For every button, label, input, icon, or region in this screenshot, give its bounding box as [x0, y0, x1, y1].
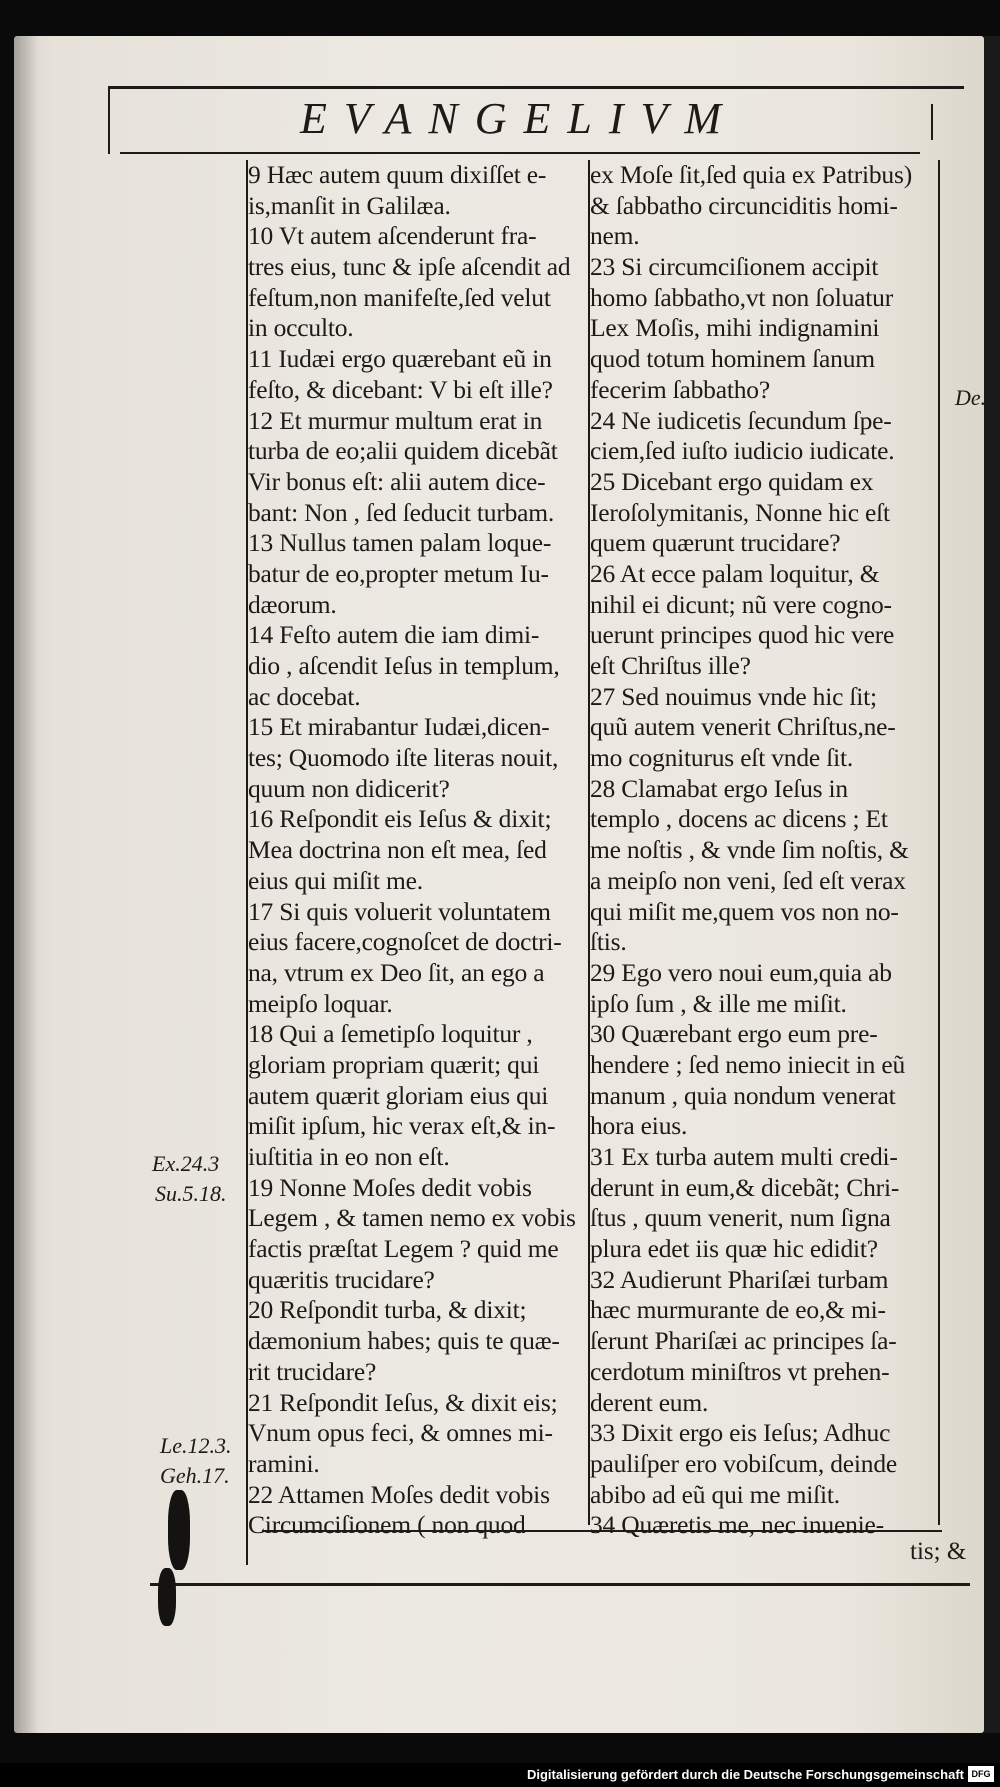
- header-top-rule: [108, 86, 964, 89]
- right-column-line: templo , docens ac dicens ; Et: [590, 804, 888, 834]
- dfg-logo: DFG: [968, 1766, 994, 1782]
- right-column-line: me noſtis , & vnde ſim noſtis, &: [590, 835, 909, 865]
- right-column-line: ex Moſe ſit,ſed quia ex Patribus): [590, 160, 912, 189]
- left-column-line: 15 Et mirabantur Iudæi,dicen-: [248, 712, 550, 742]
- right-column-line: ſtus , quum venerit, num ſigna: [590, 1203, 891, 1233]
- digitization-credit: Digitalisierung gefördert durch die Deutsche Forschungsgemeinschaft: [526, 1767, 964, 1782]
- left-column-line: tes; Quomodo iſte literas nouit,: [248, 743, 559, 773]
- right-column-line: qui miſit me,quem vos non no-: [590, 896, 899, 926]
- left-column-line: 21 Reſpondit Ieſus, & dixit eis;: [248, 1387, 558, 1417]
- left-column-line: in occulto.: [248, 313, 354, 343]
- margin-note-citation: Su.5.18.: [155, 1181, 227, 1206]
- right-column-line: 34 Quæretis me, nec inuenie-: [590, 1510, 884, 1540]
- right-column-line: ipſo ſum , & ille me miſit.: [590, 988, 847, 1018]
- left-column-line: Vnum opus feci, & omnes mi-: [248, 1418, 553, 1448]
- running-header-title: EVANGELIVM: [300, 94, 739, 143]
- left-column-line: feſtum,non manifeſte,ſed velut: [248, 282, 551, 312]
- left-column-line: quæritis trucidare?: [248, 1264, 435, 1294]
- margin-note-citation: Ex.24.3: [152, 1151, 220, 1176]
- header-left-rule: [108, 88, 110, 154]
- right-column-line: uerunt principes quod hic vere: [590, 620, 895, 650]
- page-bottom-rule: [150, 1583, 970, 1586]
- left-column-line: 19 Nonne Moſes dedit vobis: [248, 1172, 532, 1202]
- left-column-line: Mea doctrina non eſt mea, ſed: [248, 835, 547, 865]
- left-column-line: 18 Qui a ſemetipſo loquitur ,: [248, 1019, 533, 1049]
- left-column-line: 12 Et murmur multum erat in: [248, 405, 543, 435]
- left-column-line: iuſtitia in eo non eſt.: [248, 1142, 450, 1171]
- right-column-line: 30 Quærebant ergo eum pre-: [590, 1019, 878, 1049]
- left-column-line: factis præſtat Legem ? quid me: [248, 1234, 559, 1264]
- left-column-line: 11 Iudæi ergo quærebant eũ in: [248, 344, 552, 374]
- left-column-line: eius facere,cognoſcet de doctri-: [248, 927, 562, 957]
- right-column-line: 26 At ecce palam loquitur, &: [590, 558, 880, 588]
- left-column-line: batur de eo,propter metum Iu-: [248, 558, 549, 588]
- margin-note-right: De.: [955, 385, 987, 410]
- left-column-line: 14 Feſto autem die iam dimi-: [248, 620, 540, 650]
- right-column-line: ſtis.: [590, 927, 627, 957]
- left-column-line: 17 Si quis voluerit voluntatem: [248, 896, 551, 926]
- right-column-line: quod totum hominem ſanum: [590, 344, 875, 374]
- left-column-line: 13 Nullus tamen palam loque-: [248, 528, 552, 558]
- right-column-line: 29 Ego vero noui eum,quia ab: [590, 957, 892, 987]
- left-column-line: dio , aſcendit Ieſus in templum,: [248, 651, 560, 680]
- next-page-edge: [984, 36, 1000, 1733]
- right-column-line: 27 Sed nouimus vnde hic ſit;: [590, 681, 877, 711]
- left-column-line: quum non didicerit?: [248, 773, 450, 803]
- left-column-line: miſit ipſum, hic verax eſt,& in-: [248, 1111, 556, 1141]
- right-column-line: eſt Chriſtus ille?: [590, 651, 751, 680]
- header-right-mark: [931, 104, 933, 140]
- left-column-line: tres eius, tunc & ipſe aſcendit ad: [248, 252, 571, 282]
- right-text-column: [590, 160, 940, 1541]
- right-column-line: quũ autem venerit Chriſtus,ne-: [590, 712, 896, 742]
- right-column-line: derent eum.: [590, 1387, 709, 1417]
- right-column-line: cerdotum miniſtros vt prehen-: [590, 1356, 890, 1386]
- left-column-line: 9 Hæc autem quum dixiſſet e-: [248, 160, 547, 189]
- right-column-line: 31 Ex turba autem multi credi-: [590, 1142, 898, 1171]
- right-column-line: manum , quia nondum venerat: [590, 1080, 896, 1110]
- left-column-line: Legem , & tamen nemo ex vobis: [248, 1203, 576, 1233]
- right-column-line: homo ſabbatho,vt non ſoluatur: [590, 282, 893, 312]
- right-column-line: nihil ei dicunt; nũ vere cogno-: [590, 589, 892, 619]
- right-column-line: mo cogniturus eſt vnde ſit.: [590, 743, 854, 773]
- left-column-line: bant: Non , ſed ſeducit turbam.: [248, 497, 555, 527]
- catchword: tis; &: [910, 1538, 967, 1565]
- right-column-line: ciem,ſed iuſto iudicio iudicate.: [590, 436, 895, 466]
- right-column-line: nem.: [590, 221, 640, 251]
- right-column-line: Lex Moſis, mihi indignamini: [590, 313, 880, 343]
- right-column-line: abibo ad eũ qui me miſit.: [590, 1479, 840, 1509]
- right-column-line: plura edet iis quæ hic edidit?: [590, 1234, 878, 1264]
- left-column-line: is,manſit in Galilæa.: [248, 190, 451, 220]
- right-column-line: & ſabbatho circunciditis homi-: [590, 190, 898, 220]
- right-column-line: Ieroſolymitanis, Nonne hic eſt: [590, 497, 890, 527]
- left-column-line: ramini.: [248, 1448, 320, 1478]
- left-column-line: meipſo loquar.: [248, 988, 393, 1018]
- left-column-line: 16 Reſpondit eis Ieſus & dixit;: [248, 804, 552, 834]
- right-column-line: hora eius.: [590, 1111, 688, 1141]
- left-column-line: dæmonium habes; quis te quæ-: [248, 1326, 560, 1356]
- right-column-line: ſerunt Phariſæi ac principes ſa-: [590, 1326, 897, 1356]
- right-column-line: fecerim ſabbatho?: [590, 374, 770, 404]
- left-column-line: turba de eo;alii quidem dicebãt: [248, 436, 558, 466]
- left-column-line: eius qui miſit me.: [248, 865, 423, 895]
- left-column-line: na, vtrum ex Deo ſit, an ego a: [248, 957, 545, 987]
- left-column-line: Circumciſionem ( non quod: [248, 1510, 526, 1540]
- right-column-line: pauliſper ero vobiſcum, deinde: [590, 1448, 897, 1478]
- ink-blot: [168, 1490, 190, 1570]
- right-column-line: derunt in eum,& dicebãt; Chri-: [590, 1172, 900, 1202]
- left-text-column: [248, 160, 593, 1541]
- left-column-line: 22 Attamen Moſes dedit vobis: [248, 1479, 550, 1509]
- left-column-line: dæorum.: [248, 589, 337, 619]
- right-column-line: quem quærunt trucidare?: [590, 528, 841, 558]
- left-column-line: autem quærit gloriam eius qui: [248, 1080, 549, 1110]
- left-column-line: ac docebat.: [248, 681, 361, 711]
- right-column-line: hæc murmurante de eo,& mi-: [590, 1295, 886, 1325]
- left-column-line: 20 Reſpondit turba, & dixit;: [248, 1295, 527, 1325]
- left-column-line: rit trucidare?: [248, 1356, 377, 1386]
- right-column-line: hendere ; ſed nemo iniecit in eũ: [590, 1049, 906, 1079]
- right-column-line: 25 Dicebant ergo quidam ex: [590, 466, 874, 496]
- left-column-line: gloriam propriam quærit; qui: [248, 1049, 540, 1079]
- right-column-line: 24 Ne iudicetis ſecundum ſpe-: [590, 405, 892, 435]
- page-gutter-shadow: [14, 36, 38, 1733]
- right-column-line: 28 Clamabat ergo Ieſus in: [590, 773, 848, 803]
- right-column-line: 33 Dixit ergo eis Ieſus; Adhuc: [590, 1418, 891, 1448]
- right-column-line: 23 Si circumciſionem accipit: [590, 252, 879, 282]
- margin-note-citation: Geh.17.: [160, 1463, 230, 1488]
- header-bottom-rule: [120, 152, 920, 154]
- left-column-line: Vir bonus eſt: alii autem dice-: [248, 466, 546, 496]
- margin-note-citation: Le.12.3.: [160, 1433, 232, 1458]
- right-column-line: 32 Audierunt Phariſæi turbam: [590, 1264, 889, 1294]
- left-column-line: feſto, & dicebant: V bi eſt ille?: [248, 374, 553, 404]
- left-column-line: 10 Vt autem aſcenderunt fra-: [248, 221, 537, 251]
- right-column-line: a meipſo non veni, ſed eſt verax: [590, 865, 906, 895]
- ink-blot: [158, 1568, 176, 1626]
